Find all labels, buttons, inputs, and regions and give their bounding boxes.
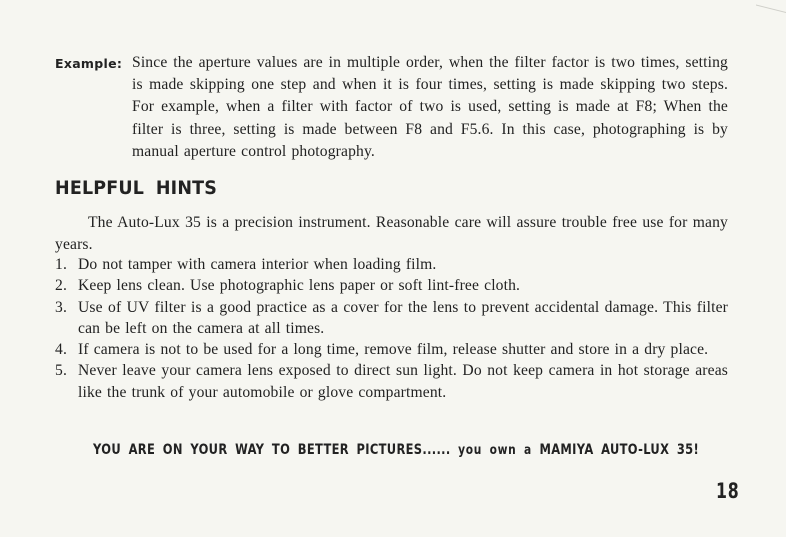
hint-number: 1.	[55, 256, 67, 273]
hint-text: Keep lens clean. Use photographic lens paper or soft lint-free cloth.	[78, 277, 521, 295]
example-label: Example:	[55, 56, 123, 71]
hint-number: 5.	[55, 362, 67, 380]
hint-text: Use of UV filter is a good practice as a cover for the lens to prevent accidental damage. This filter can be left on the camera at all times.	[78, 298, 728, 337]
hint-text: If camera is not to be used for a long time, remove film, release shutter and store in a dry place.	[78, 341, 709, 359]
hint-item	[55, 339, 728, 360]
hint-number: 3.	[55, 298, 67, 316]
section-heading: HELPFUL HINTS	[55, 177, 218, 199]
page-corner-mark	[756, 0, 786, 13]
hint-text: Never leave your camera lens exposed to direct sun light. Do not keep camera in hot storage areas like the trunk of your automobile or glove compartment.	[78, 362, 728, 401]
footer-slogan-part2: you own a	[458, 443, 532, 458]
hint-number: 4.	[55, 341, 67, 359]
hint-number: 2.	[55, 277, 67, 295]
footer-slogan	[93, 442, 699, 458]
hint-item	[55, 275, 728, 296]
footer-slogan-part3: MAMIYA AUTO-LUX 35!	[539, 442, 700, 458]
hint-item	[55, 360, 728, 403]
hint-item	[55, 297, 728, 340]
hint-text: Do not tamper with camera interior when loading film.	[78, 256, 437, 273]
hint-item	[55, 254, 728, 275]
example-paragraph: Since the aperture values are in multiple order, when the filter factor is two times, setting is made skipping one step and when it is four times, setting is made skipping two steps. For example, when a filter with factor of two is used, setting is made at F8; When the filter is three, setting is made between F8 and F5.6. In this case, photographing is by manual aperture control photography.	[132, 54, 728, 160]
footer-slogan-part1: YOU ARE ON YOUR WAY TO BETTER PICTURES......	[93, 442, 451, 458]
hints-list	[55, 254, 728, 403]
intro-paragraph: The Auto-Lux 35 is a precision instrument. Reasonable care will assure trouble free use for many years.	[55, 214, 728, 253]
page-number: 18	[716, 479, 740, 503]
